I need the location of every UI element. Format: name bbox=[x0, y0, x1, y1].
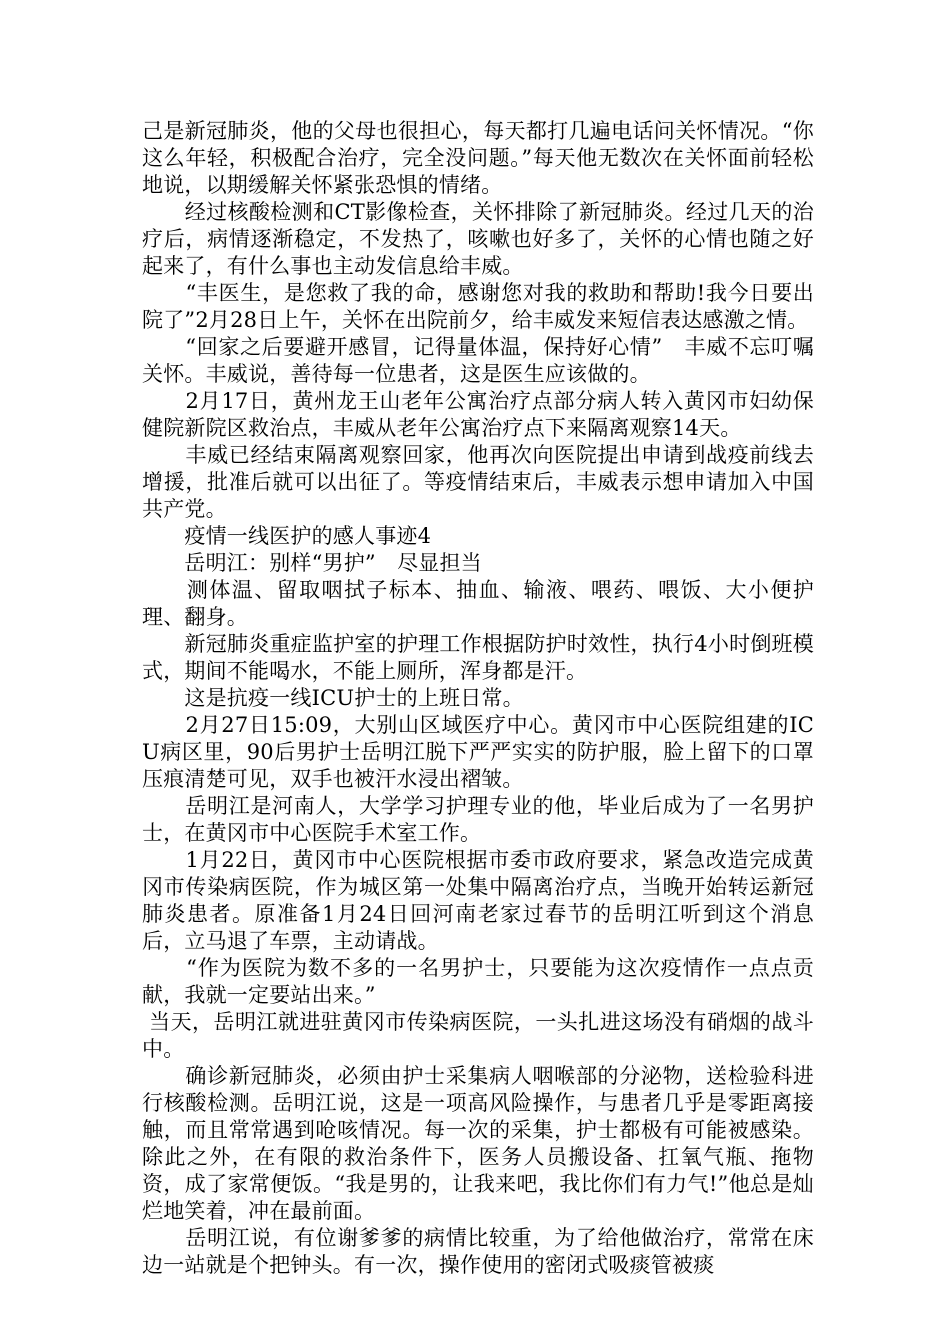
paragraph: 丰威已经结束隔离观察回家，他再次向医院提出申请到战疫前线去增援，批准后就可以出征了。等疫情结束后，丰威表示想申请加入中国共产党。 bbox=[142, 443, 814, 521]
paragraph: 2月17日，黄州龙王山老年公寓治疗点部分病人转入黄冈市妇幼保健院新院区救治点，丰威从老年公寓治疗点下来隔离观察14天。 bbox=[142, 389, 814, 440]
paragraph: 这是抗疫一线ICU护士的上班日常。 bbox=[142, 686, 524, 710]
paragraph: 经过核酸检测和CT影像检查，关怀排除了新冠肺炎。经过几天的治疗后，病情逐渐稳定，不发热了，咳嗽也好多了，关怀的心情也随之好起来了，有什么事也主动发信息给丰威。 bbox=[142, 200, 814, 278]
paragraph: 1月22日，黄冈市中心医院根据市委市政府要求，紧急改造完成黄冈市传染病医院，作为城区第一处集中隔离治疗点，当晚开始转运新冠肺炎患者。原准备1月24日回河南老家过春节的岳明江听到这个消息后，立马退了车票，主动请战。 bbox=[142, 848, 814, 953]
paragraph: 2月27日15:09，大别山区域医疗中心。黄冈市中心医院组建的ICU病区里，90后男护士岳明江脱下严严实实的防护服，脸上留下的口罩压痕清楚可见，双手也被汗水浸出褶皱。 bbox=[142, 713, 814, 791]
paragraph: 确诊新冠肺炎，必须由护士采集病人咽喉部的分泌物，送检验科进行核酸检测。岳明江说，这是一项高风险操作，与患者几乎是零距离接触，而且常常遇到呛咳情况。每一次的采集，护士都极有可能被感染。除此之外，在有限的救治条件下，医务人员搬设备、扛氧气瓶、拖物资，成了家常便饭。“我是男的，让我来吧，我比你们有力气!”他总是灿烂地笑着，冲在最前面。 bbox=[142, 1064, 814, 1223]
paragraph: “回家之后要避开感冒，记得量体温，保持好心情” 丰威不忘叮嘱关怀。丰威说，善待每一位患者，这是医生应该做的。 bbox=[142, 335, 814, 386]
paragraph: “作为医院为数不多的一名男护士，只要能为这次疫情作一点点贡献，我就一定要站出来。” bbox=[142, 956, 814, 1007]
section-subheading: 岳明江：别样“男护” 尽显担当 bbox=[142, 551, 482, 575]
paragraph: 新冠肺炎重症监护室的护理工作根据防护时效性，执行4小时倒班模式，期间不能喝水，不能上厕所，浑身都是汗。 bbox=[142, 632, 814, 683]
paragraph: 岳明江说，有位谢爹爹的病情比较重，为了给他做治疗，常常在床边一站就是个把钟头。有一次，操作使用的密闭式吸痰管被痰 bbox=[142, 1226, 814, 1277]
paragraph: 当天，岳明江就进驻黄冈市传染病医院，一头扎进这场没有硝烟的战斗中。 bbox=[142, 1010, 814, 1061]
paragraph: “丰医生，是您救了我的命，感谢您对我的救助和帮助!我今日要出院了”2月28日上午，关怀在出院前夕，给丰威发来短信表达感激之情。 bbox=[142, 281, 814, 332]
section-heading: 疫情一线医护的感人事迹4 bbox=[142, 524, 432, 548]
paragraph: 岳明江是河南人，大学学习护理专业的他，毕业后成为了一名男护士，在黄冈市中心医院手术室工作。 bbox=[142, 794, 814, 845]
paragraph: 己是新冠肺炎，他的父母也很担心，每天都打几遍电话问关怀情况。“你这么年轻，积极配合治疗，完全没问题。”每天他无数次在关怀面前轻松地说，以期缓解关怀紧张恐惧的情绪。 bbox=[142, 119, 814, 197]
paragraph: 测体温、留取咽拭子标本、抽血、输液、喂药、喂饭、大小便护理、翻身。 bbox=[142, 578, 814, 629]
article-body bbox=[142, 118, 814, 1279]
